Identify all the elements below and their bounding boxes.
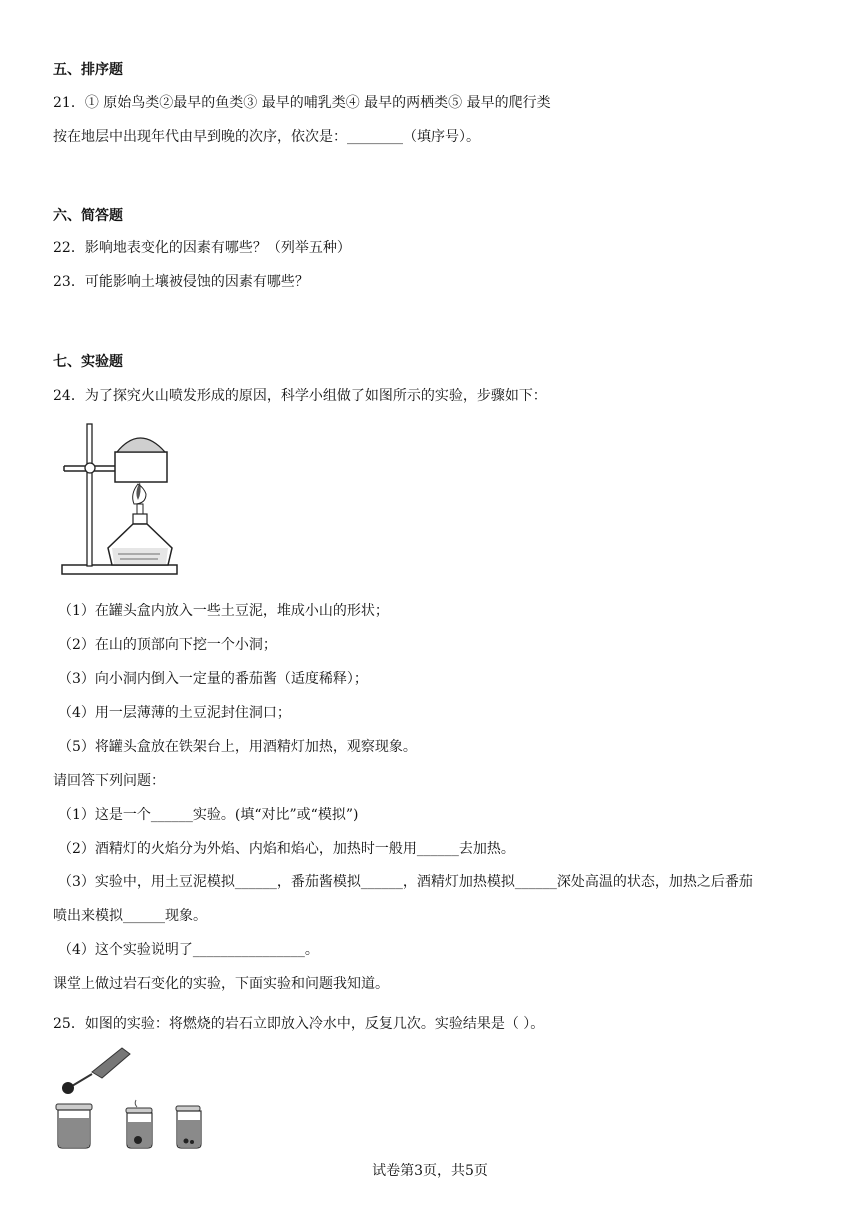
question-24-intro: 24．为了探究火山喷发形成的原因，科学小组做了如图所示的实验，步骤如下： bbox=[53, 388, 547, 404]
step-5: （5）将罐头盒放在铁架台上，用酒精灯加热，观察现象。 bbox=[58, 739, 417, 755]
question-21: 21．① 原始鸟类②最早的鱼类③ 最早的哺乳类④ 最早的两栖类⑤ 最早的爬行类 bbox=[53, 95, 551, 111]
subquestion-2: （2）酒精灯的火焰分为外焰、内焰和焰心，加热时一般用______去加热。 bbox=[58, 841, 515, 857]
page-footer: 试卷第3页，共5页 bbox=[372, 1163, 488, 1179]
subquestion-3: （3）实验中，用土豆泥模拟______，番茄酱模拟______，酒精灯加热模拟______深处高温的状态，加热之后番茄 bbox=[58, 874, 753, 890]
question-25: 25．如图的实验：将燃烧的岩石立即放入冷水中，反复几次。实验结果是（ ）。 bbox=[53, 1016, 545, 1032]
subquestion-4: （4）这个实验说明了________________。 bbox=[58, 942, 319, 958]
section-seven-title: 七、实验题 bbox=[53, 354, 123, 370]
question-25-lead: 课堂上做过岩石变化的实验，下面实验和问题我知道。 bbox=[53, 976, 389, 992]
volcano-experiment-figure bbox=[60, 420, 180, 580]
step-2: （2）在山的顶部向下挖一个小洞； bbox=[58, 637, 277, 653]
subquestion-3-continued: 喷出来模拟______现象。 bbox=[53, 908, 207, 924]
question-21-prompt: 按在地层中出现年代由早到晚的次序，依次是：________（填序号）。 bbox=[53, 129, 480, 145]
step-4: （4）用一层薄薄的土豆泥封住洞口； bbox=[58, 705, 291, 721]
question-22: 22．影响地表变化的因素有哪些？（列举五种） bbox=[53, 240, 351, 256]
answer-prompt: 请回答下列问题： bbox=[53, 773, 165, 789]
step-3: （3）向小洞内倒入一定量的番茄酱（适度稀释）； bbox=[58, 671, 368, 687]
subquestion-1: （1）这是一个______实验。(填“对比”或“模拟”) bbox=[58, 807, 359, 823]
section-five-title: 五、排序题 bbox=[53, 62, 123, 78]
question-23: 23．可能影响土壤被侵蚀的因素有哪些？ bbox=[53, 274, 309, 290]
rock-cooling-figure bbox=[52, 1046, 212, 1150]
step-1: （1）在罐头盒内放入一些土豆泥，堆成小山的形状； bbox=[58, 603, 389, 619]
section-six-title: 六、简答题 bbox=[53, 208, 123, 224]
